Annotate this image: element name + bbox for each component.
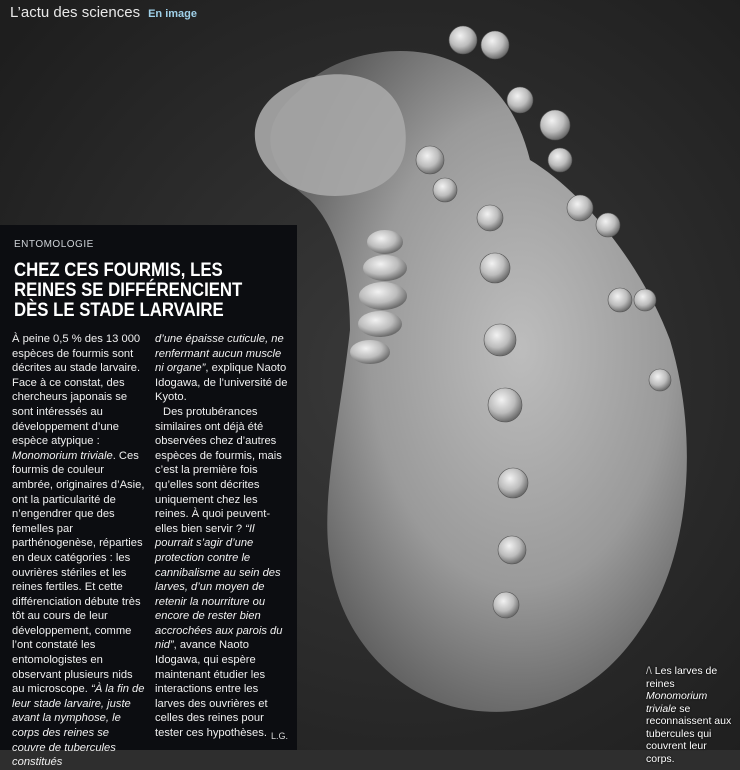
text-run: À peine 0,5 % des 13 000 espèces de fourmis sont décrites au stade larvaire. Face à ce constat, des chercheurs japonais se sont intéressés au développement d’une espèce atypique : bbox=[12, 333, 141, 448]
title-line: CHEZ CES FOURMIS, LES bbox=[14, 259, 223, 281]
title-line: DÈS LE STADE LARVAIRE bbox=[14, 299, 224, 321]
quote: “Il pourrait s’agir d’une protection contre le cannibalisme au sein des larves, d’un moyen de retenir la nourriture ou encore de rester bien accrochées aux parois du nid” bbox=[155, 522, 283, 652]
article-column-1 bbox=[12, 332, 145, 770]
author-signature: L.G. bbox=[270, 730, 288, 741]
section-header bbox=[10, 4, 197, 24]
quote: “À la fin de leur stade larvaire, juste avant la nymphose, le corps des reines se couvre de tubercules constitués bbox=[12, 683, 145, 769]
species-name: Monomorium triviale bbox=[646, 690, 708, 715]
paragraph bbox=[12, 332, 145, 770]
title-line: REINES SE DIFFÉRENCIENT bbox=[14, 279, 243, 301]
text-run: Des protubérances similaires ont déjà été observées chez d’autres espèces de fourmis, mais c’est la première fois qu’elles sont décrites uniquement chez les reines. À quoi peuvent-elles bien servir ? bbox=[155, 405, 282, 535]
quote: d’une épaisse cuticule, ne renfermant aucun muscle ni organe” bbox=[155, 333, 284, 375]
paragraph bbox=[155, 405, 288, 741]
article-columns bbox=[12, 332, 288, 770]
section-title: L’actu des sciences bbox=[10, 4, 141, 21]
paragraph bbox=[155, 332, 288, 405]
text-run: . Ces fourmis de couleur ambrée, originaires d’Asie, ont la particularité de n’engendrer que des femelles par parthénogenèse, réparties en deux catégories : les ouvrières stériles et les reines fertiles. Et cette différenciation débute très tôt au cours de leur développement, comme l’ont constaté les entomologistes en observant plusieurs nids au microscope. bbox=[12, 449, 145, 696]
caption-mark: /\ bbox=[646, 665, 652, 677]
photo-caption bbox=[646, 665, 738, 765]
text-run: se reconnaissent aux tubercules qui couvrent leur corps. bbox=[646, 702, 732, 765]
text-run: , explique Naoto Idogawa, de l’université de Kyoto. bbox=[155, 362, 288, 404]
text-run: Les larves de reines bbox=[646, 665, 718, 690]
article-panel bbox=[0, 225, 297, 769]
article-kicker: ENTOMOLOGIE bbox=[14, 239, 94, 250]
article-title bbox=[14, 260, 298, 320]
section-tag: En image bbox=[148, 8, 197, 20]
text-run: , avance Naoto Idogawa, qui espère maintenant étudier les interactions entre les larves des ouvrières et celles des reines pour tester ces hypothèses. bbox=[155, 639, 268, 740]
article-column-2 bbox=[155, 332, 288, 770]
species-name: Monomorium triviale bbox=[12, 449, 113, 462]
